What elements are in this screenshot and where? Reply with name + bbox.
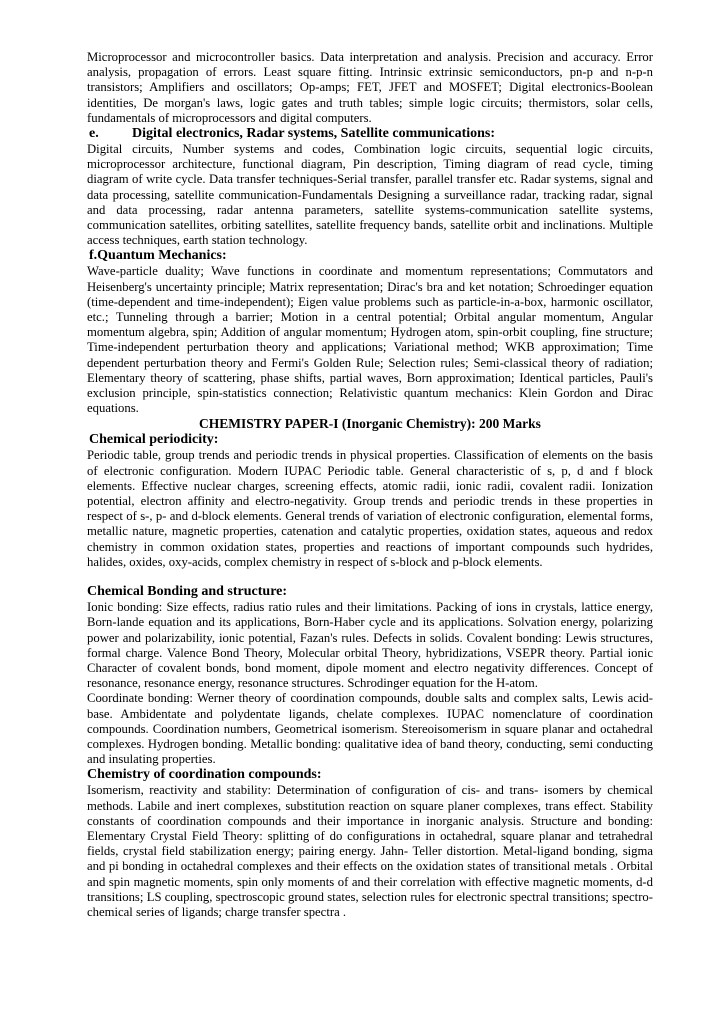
bonding-paragraph-ionic: Ionic bonding: Size effects, radius ratio rules and their limitations. Packing of ions in crystals, lattice energy, Born-lande equation and its applications, Born-Haber cycle and its applications. Solvation energy, polarizing power and polarizability, ionic potential, Fazan's rules. Defects in solids. Covalent bonding: Lewis structures, formal charge. Valence Bond Theory, Molecular orbital Theory, hybridizations, VSEPR theory. Partial ionic Character of covalent bonds, bond moment, dipole moment and electro negativity differences. Concept of resonance, resonance energy, resonance structures. Schrodinger equation for the H-atom. bbox=[87, 600, 653, 691]
bonding-paragraph-coordinate: Coordinate bonding: Werner theory of coordination compounds, double salts and complex salts, Lewis acid-base. Ambidentate and polydentate ligands, chelate complexes. IUPAC nomenclature of coordination compounds. Coordination numbers, Geometrical isomerism. Stereoisomerism in square planar and octahedral complexes. Hydrogen bonding. Metallic bonding: qualitative idea of band theory, conducting, semi conducting and insulating properties. bbox=[87, 691, 653, 767]
periodicity-paragraph: Periodic table, group trends and periodic trends in physical properties. Classification of elements on the basis of electronic configuration. Modern IUPAC Periodic table. General characteristic of s, p, d and f block elements. Effective nuclear charges, screening effects, atomic radii, ionic radii, covalent radii. Ionization potential, electron affinity and electro-negativity. Group trends and periodic trends in these properties in respect of s-, p- and d-block elements. General trends of variation of electronic configuration, elemental forms, metallic nature, magnetic properties, catenation and catalytic properties, oxidation states, aqueous and redox chemistry in common oxidation states, properties and reactions of important compounds such hydrides, halides, oxides, oxy-acids, complex chemistry in respect of s-block and p-block elements. bbox=[87, 448, 653, 569]
section-e-title: Digital electronics, Radar systems, Satellite communications: bbox=[132, 126, 496, 142]
bonding-heading: Chemical Bonding and structure: bbox=[87, 584, 288, 600]
section-e-heading bbox=[87, 126, 653, 142]
section-d-tail-paragraph: Microprocessor and microcontroller basics. Data interpretation and analysis. Precision and accuracy. Error analysis, propagation of errors. Least square fitting. Intrinsic extrinsic semiconductors, pn-p and n-p-n transistors; Amplifiers and oscillators; Op-amps; FET, JFET and MOSFET; Digital electronics-Boolean identities, De morgan's laws, logic gates and truth tables; simple logic circuits; thermistors, solar cells, fundamentals of microprocessors and digital computers. bbox=[87, 50, 653, 125]
section-gap bbox=[87, 570, 653, 584]
chemistry-paper-title: CHEMISTRY PAPER-I (Inorganic Chemistry): 200 Marks bbox=[199, 416, 541, 432]
coordination-heading: Chemistry of coordination compounds: bbox=[87, 767, 322, 783]
section-e-letter: e. bbox=[89, 126, 99, 142]
periodicity-heading: Chemical periodicity: bbox=[89, 432, 219, 448]
document-page bbox=[87, 50, 653, 920]
coordination-paragraph: Isomerism, reactivity and stability: Determination of configuration of cis- and trans- isomers by chemical methods. Labile and inert complexes, substitution reaction on square planer complexes, trans effect. Stability constants of coordination compounds and their importance in inorganic analysis. Structure and bonding: Elementary Crystal Field Theory: splitting of do configurations in octahedral, square planar and tetrahedral fields, crystal field stabilization energy; pairing energy. Jahn- Teller distortion. Metal-ligand bonding, sigma and pi bonding in octahedral complexes and their effects on the oxidation states of transitional metals . Orbital and spin magnetic moments, spin only moments of and their correlation with effective magnetic moments, d-d transitions; LS coupling, spectroscopic ground states, selection rules for electronic spectral transitions; spectro-chemical series of ligands; charge transfer spectra . bbox=[87, 783, 653, 919]
section-f-paragraph: Wave-particle duality; Wave functions in coordinate and momentum representations; Commutators and Heisenberg's uncertainty principle; Matrix representation; Dirac's bra and ket notation; Schroedinger equation (time-dependent and time-independent); Eigen value problems such as particle-in-a-box, harmonic oscillator, etc.; Tunneling through a barrier; Motion in a central potential; Orbital angular momentum, Angular momentum algebra, spin; Addition of angular momentum; Hydrogen atom, spin-orbit coupling, fine structure; Time-independent perturbation theory and applications; Variational method; WKB approximation; Time dependent perturbation theory and Fermi's Golden Rule; Selection rules; Semi-classical theory of radiation; Elementary theory of scattering, phase shifts, partial waves, Born approximation; Identical particles, Pauli's exclusion principle, spin-statistics connection; Relativistic quantum mechanics: Klein Gordon and Dirac equations. bbox=[87, 264, 653, 416]
section-e-paragraph: Digital circuits, Number systems and codes, Combination logic circuits, sequential logic circuits, microprocessor architecture, functional diagram, Pin description, Timing diagram of read cycle, timing diagram of write cycle. Data transfer techniques-Serial transfer, parallel transfer etc. Radar systems, signal and data processing, satellite communication-Fundamentals Designing a surveillance radar, tracking radar, signal and data processing, radar antenna parameters, satellite systems-communication satellite systems, communication satellites, orbiting satellites, satellite frequency bands, satellite orbit and inclinations. Multiple access techniques, earth station technology. bbox=[87, 142, 653, 248]
section-f-heading: f.Quantum Mechanics: bbox=[89, 248, 227, 264]
